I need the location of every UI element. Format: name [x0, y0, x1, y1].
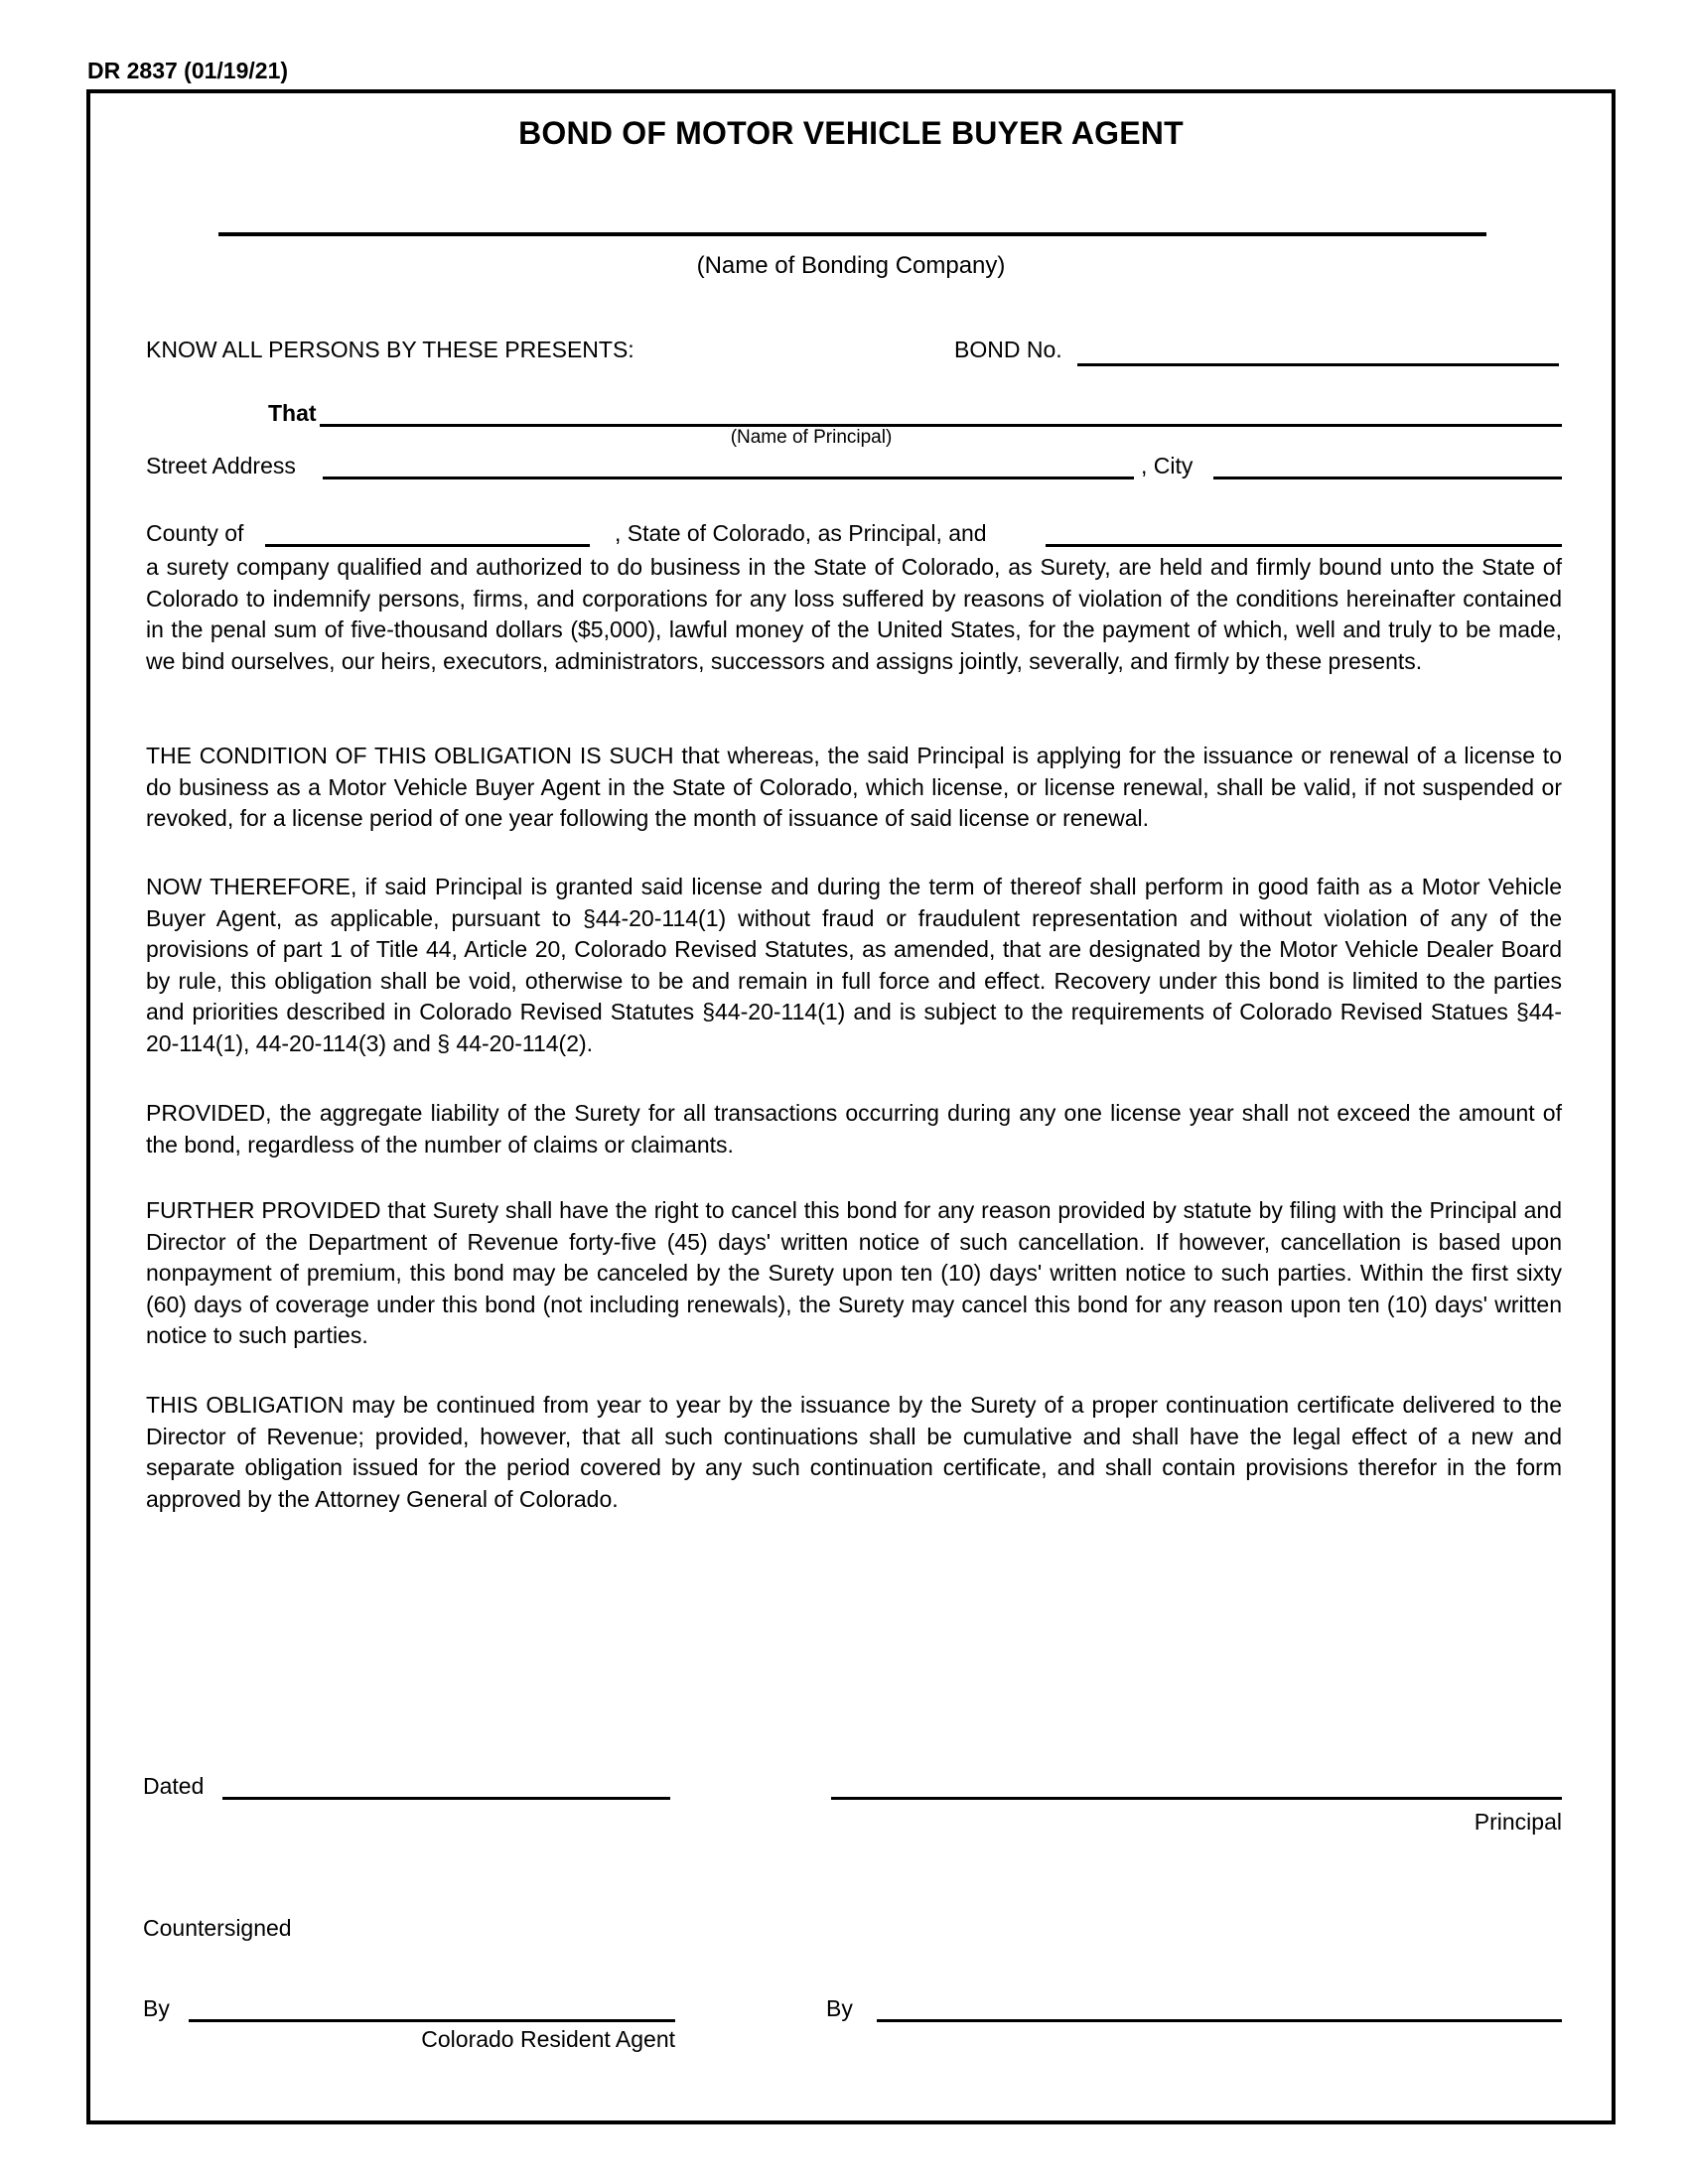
countersigned-label: Countersigned [143, 1915, 292, 1941]
surety-signature-field[interactable] [877, 1994, 1562, 2022]
surety-obligation-paragraph: a surety company qualified and authorized to do business in the State of Colorado, as Surety, are held and firmly bound unto the State of Colorado to indemnify persons, firms, and corporations for any loss suffered by reasons of violation of the conditions hereinafter contained in the penal sum of five-thousand dollars ($5,000), lawful money of the United States, for the payment of which, well and truly to be made, we bind ourselves, our heirs, executors, administrators, successors and assigns jointly, severally, and firmly by these presents. [146, 554, 1562, 674]
by-left-label: By [143, 1995, 170, 2021]
form-number-text: DR 2837 (01/19/21) [87, 58, 289, 83]
resident-agent-signature-field[interactable] [189, 1994, 675, 2022]
bonding-company-caption: (Name of Bonding Company) [696, 252, 1006, 279]
bond-no-field[interactable] [1077, 339, 1559, 366]
principal-signature-field[interactable] [831, 1772, 1562, 1800]
bonding-company-field[interactable] [218, 232, 1486, 236]
county-label: County of [146, 520, 244, 546]
surety-name-field[interactable] [1046, 519, 1562, 547]
dated-label: Dated [143, 1773, 205, 1799]
now-therefore-paragraph: NOW THEREFORE, if said Principal is granted said license and during the term of thereof shall perform in good faith as a Motor Vehicle Buyer Agent, as applicable, pursuant to §44-20-114(1) without fraud or fraudulent representation and without violation of any of the provisions of part 1 of Title 44, Article 20, Colorado Revised Statutes, as amended, that are designated by the Motor Vehicle Dealer Board by rule, this obligation shall be void, otherwise to be and remain in full force and effect. Recovery under this bond is limited to the parties and priorities described in Colorado Revised Statutes §44-20-114(1) and is subject to the requirements of Colorado Revised Statues §44-20-114(1), 44-20-114(3) and § 44-20-114(2). [146, 874, 1562, 1056]
principal-name-field[interactable] [320, 399, 1562, 427]
principal-signature-caption: Principal [1474, 1809, 1562, 1835]
state-principal-text: , State of Colorado, as Principal, and [615, 520, 987, 546]
principal-name-caption: (Name of Principal) [730, 427, 893, 448]
dated-field[interactable] [222, 1772, 670, 1800]
bond-no-label: BOND No. [954, 337, 1062, 362]
provided-paragraph: PROVIDED, the aggregate liability of the Surety for all transactions occurring during any one license year shall not exceed the amount of the bond, regardless of the number of claims or claimants. [146, 1100, 1562, 1158]
document-box [86, 89, 1616, 2124]
by-right-label: By [826, 1995, 853, 2021]
know-all-label: KNOW ALL PERSONS BY THESE PRESENTS: [146, 337, 634, 362]
street-address-label: Street Address [146, 453, 296, 478]
condition-paragraph: THE CONDITION OF THIS OBLIGATION IS SUCH that whereas, the said Principal is applying for the issuance or renewal of a license to do business as a Motor Vehicle Buyer Agent in the State of Colorado, which license, or license renewal, shall be valid, if not suspended or revoked, for a license period of one year following the month of issuance of said license or renewal. [146, 743, 1562, 831]
this-obligation-paragraph: THIS OBLIGATION may be continued from year to year by the issuance by the Surety of a proper continuation certificate delivered to the Director of Revenue; provided, however, that all such continuations shall be cumulative and shall have the legal effect of a new and separate obligation issued for the period covered by any such continuation certificate, and shall contain provisions therefor in the form approved by the Attorney General of Colorado. [146, 1392, 1562, 1512]
city-field[interactable] [1213, 452, 1562, 479]
further-provided-paragraph: FURTHER PROVIDED that Surety shall have the right to cancel this bond for any reason provided by statute by filing with the Principal and Director of the Department of Revenue forty-five (45) days' written notice of such cancellation. If however, cancellation is based upon nonpayment of premium, this bond may be canceled by the Surety upon ten (10) days' written notice to such parties. Within the first sixty (60) days of coverage under this bond (not including renewals), the Surety may cancel this bond for any reason upon ten (10) days' written notice to such parties. [146, 1197, 1562, 1348]
street-address-field[interactable] [323, 452, 1134, 479]
city-label: , City [1141, 453, 1194, 478]
resident-agent-caption: Colorado Resident Agent [421, 2026, 675, 2052]
that-label: That [268, 400, 317, 426]
county-field[interactable] [265, 519, 590, 547]
form-title: BOND OF MOTOR VEHICLE BUYER AGENT [518, 115, 1184, 151]
